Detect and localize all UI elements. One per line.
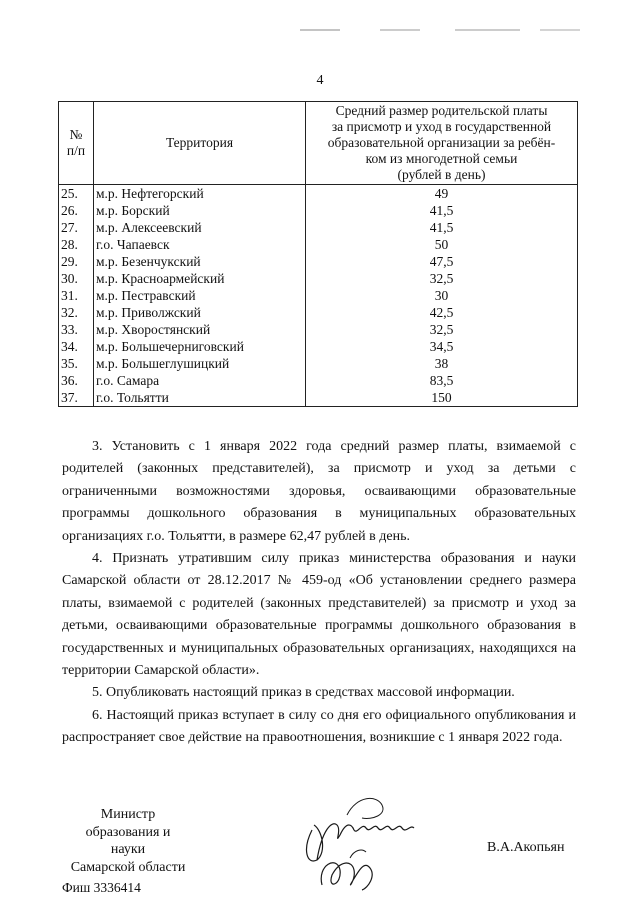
order-text	[62, 436, 576, 750]
fee-value: 50	[306, 236, 578, 253]
fee-value: 38	[306, 355, 578, 372]
table-row	[59, 389, 578, 407]
scan-artifact-lines	[0, 0, 640, 40]
territory-name: м.р. Хворостянский	[94, 321, 306, 338]
fee-value: 34,5	[306, 338, 578, 355]
paragraph-3: 3. Установить с 1 января 2022 года средний размер платы, взимаемой с родителей (законных представителей), за присмотр и уход за детьми с ограниченными возможностями здоровья, осваивающими образовательные программы дошкольного образования в муниципальных образовательных организациях г.о. Тольятти, в размере 62,47 рублей в день.	[62, 439, 576, 544]
table-row	[59, 287, 578, 304]
row-number: 29.	[59, 253, 94, 270]
fee-value: 30	[306, 287, 578, 304]
header-territory: Территория	[94, 102, 306, 185]
fee-value: 32,5	[306, 270, 578, 287]
minister-title: Министр образования и науки Самарской области	[70, 807, 186, 875]
table-row	[59, 253, 578, 270]
fee-value: 41,5	[306, 219, 578, 236]
row-number: 26.	[59, 202, 94, 219]
row-number: 30.	[59, 270, 94, 287]
row-number: 34.	[59, 338, 94, 355]
row-number: 28.	[59, 236, 94, 253]
territory-name: м.р. Нефтегорский	[94, 185, 306, 203]
table-row	[59, 219, 578, 236]
row-number: 37.	[59, 389, 94, 407]
row-number: 32.	[59, 304, 94, 321]
table-row	[59, 304, 578, 321]
territory-name: м.р. Красноармейский	[94, 270, 306, 287]
header-number: № п/п	[59, 102, 94, 185]
table-row	[59, 202, 578, 219]
territory-name: г.о. Тольятти	[94, 389, 306, 407]
fee-value: 83,5	[306, 372, 578, 389]
fee-value: 42,5	[306, 304, 578, 321]
territory-name: м.р. Пестравский	[94, 287, 306, 304]
table-row	[59, 338, 578, 355]
handwritten-signature	[292, 790, 432, 900]
table-row	[59, 321, 578, 338]
table-row	[59, 236, 578, 253]
territory-name: г.о. Чапаевск	[94, 236, 306, 253]
signer-name: В.А.Акопьян	[487, 840, 565, 855]
territory-name: м.р. Безенчукский	[94, 253, 306, 270]
table-row	[59, 270, 578, 287]
paragraph-4: 4. Признать утратившим силу приказ министерства образования и науки Самарской области от 28.12.2017 № 459-од «Об установлении среднего размера платы, взимаемой с родителей (законных представителей) за присмотр и уход за детьми, осваивающими образовательные программы дошкольного образования в государственных и муниципальных образовательных организациях, находящихся на территории Самарской области».	[62, 551, 576, 679]
footer-code: Фиш 3336414	[62, 880, 141, 895]
row-number: 31.	[59, 287, 94, 304]
header-fee: Средний размер родительской платы за присмотр и уход в государственной образовательной организации за ребён- ком из многодетной семьи (рублей в день)	[306, 102, 578, 185]
fee-value: 41,5	[306, 202, 578, 219]
row-number: 33.	[59, 321, 94, 338]
territory-name: м.р. Приволжский	[94, 304, 306, 321]
paragraph-5: 5. Опубликовать настоящий приказ в средствах массовой информации.	[92, 685, 515, 701]
fee-value: 32,5	[306, 321, 578, 338]
territory-name: м.р. Большечерниговский	[94, 338, 306, 355]
table-row	[59, 185, 578, 203]
page-number: 4	[316, 73, 324, 88]
row-number: 35.	[59, 355, 94, 372]
fee-value: 150	[306, 389, 578, 407]
territory-name: м.р. Большеглушицкий	[94, 355, 306, 372]
row-number: 25.	[59, 185, 94, 203]
territory-name: г.о. Самара	[94, 372, 306, 389]
paragraph-6: 6. Настоящий приказ вступает в силу со дня его официального опубликования и распространяет свое действие на правоотношения, возникшие с 1 января 2022 года.	[62, 707, 576, 746]
territory-fee-table	[58, 101, 578, 407]
row-number: 27.	[59, 219, 94, 236]
row-number: 36.	[59, 372, 94, 389]
table-row	[59, 372, 578, 389]
territory-name: м.р. Борский	[94, 202, 306, 219]
fee-value: 49	[306, 185, 578, 203]
table-row	[59, 355, 578, 372]
territory-name: м.р. Алексеевский	[94, 219, 306, 236]
fee-value: 47,5	[306, 253, 578, 270]
